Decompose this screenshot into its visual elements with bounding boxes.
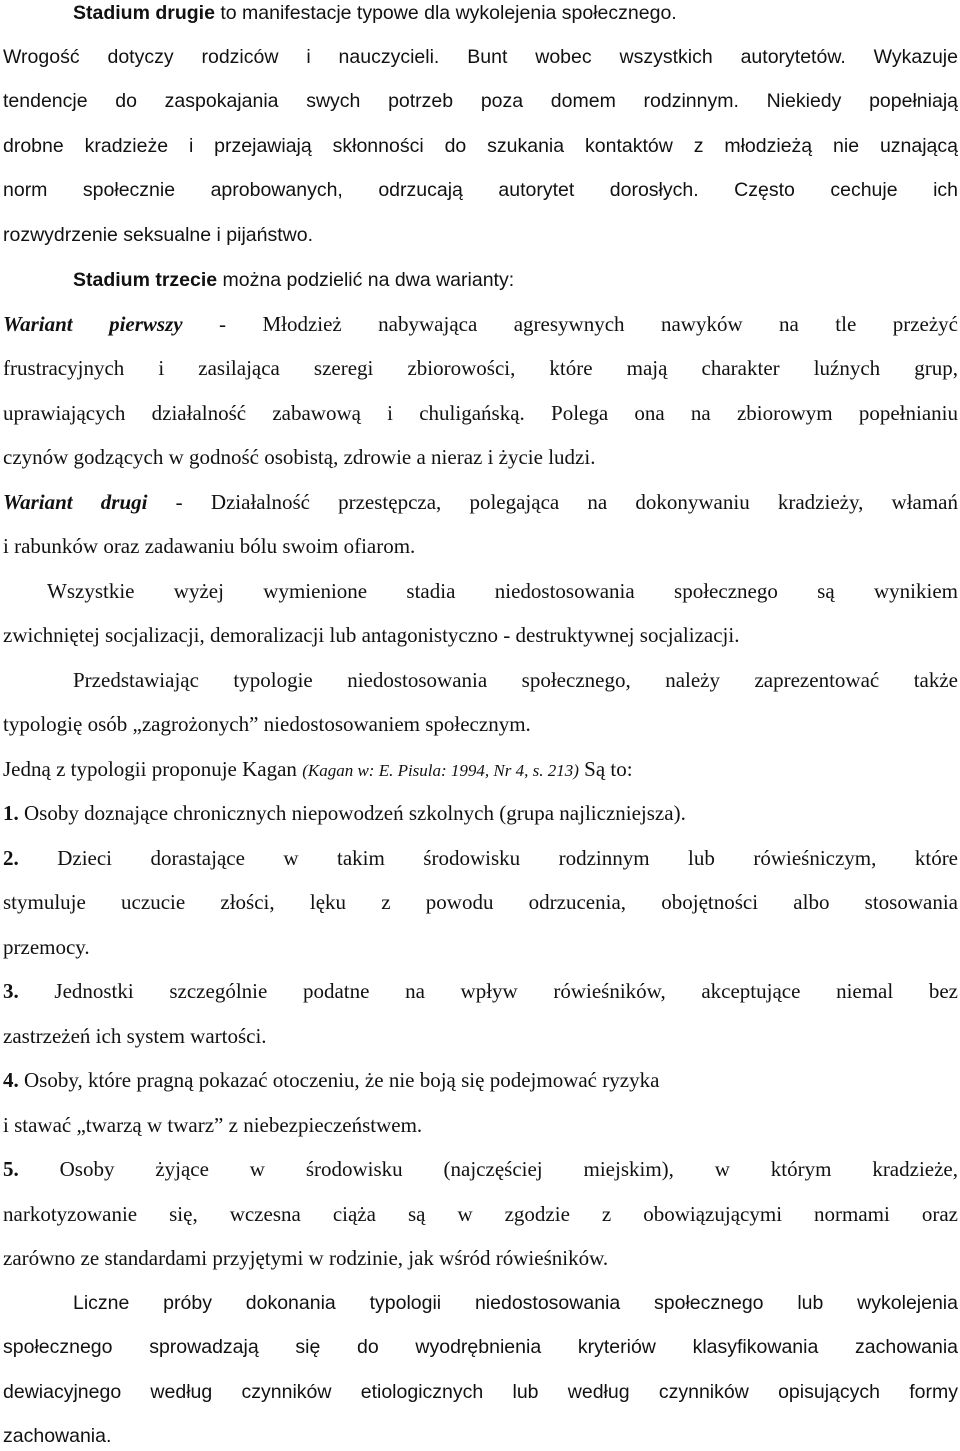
closing-line-2: społecznego sprowadzają się do wyodrębnienia kryteriów klasyfikowania zachowania [3,1336,958,1358]
summary-line-1: Wszystkie wyżej wymienione stadia niedostosowania społecznego są wynikiem [47,579,958,603]
variant1-line-4: czynów godzących w godność osobistą, zdrowie a nieraz i życie ludzi. [3,445,596,469]
typology-intro-line-3: Jedną z typologii proponuje Kagan (Kagan w: E. Pisula: 1994, Nr 4, s. 213) Są to: [3,757,633,781]
stage2-line-2: Wrogość dotyczy rodziców i nauczycieli. Bunt wobec wszystkich autorytetów. Wykazuje [3,46,958,68]
list-item-5-line-1: 5. Osoby żyjące w środowisku (najczęściej miejskim), w którym kradzieże, [3,1157,958,1181]
closing-line-3: dewiacyjnego według czynników etiologicznych lub według czynników opisujących formy [3,1381,958,1403]
list-item-1-line-1: 1. Osoby doznające chronicznych niepowodzeń szkolnych (grupa najliczniejsza). [3,801,686,825]
list-item-2-line-2: stymuluje uczucie złości, lęku z powodu odrzucenia, obojętności albo stosowania [3,890,958,914]
variant1-line-1: Wariant pierwszy - Młodzież nabywająca agresywnych nawyków na tle przeżyć [3,312,958,336]
variant1-line-2: frustracyjnych i zasilająca szeregi zbiorowości, które mają charakter luźnych grup, [3,356,958,380]
typology-intro-line-2: typologię osób „zagrożonych” niedostosowaniem społecznym. [3,712,531,736]
stage2-line-6: rozwydrzenie seksualne i pijaństwo. [3,224,313,246]
closing-line-1: Liczne próby dokonania typologii niedostosowania społecznego lub wykolejenia [73,1292,958,1314]
stage3-heading: Stadium trzecie [73,269,218,291]
list-number: 2. [3,846,19,870]
list-item-5-line-3: zarówno ze standardami przyjętymi w rodzinie, jak wśród rówieśników. [3,1246,609,1270]
list-item-4-line-2: i stawać „twarzą w twarz” z niebezpieczeństwem. [3,1113,423,1137]
stage2-heading: Stadium drugie [73,2,215,24]
list-item-2-line-1: 2. Dzieci dorastające w takim środowisku rodzinnym lub rówieśniczym, które [3,846,959,870]
variant2-line-1: Wariant drugi - Działalność przestępcza, polegająca na dokonywaniu kradzieży, włamań [3,490,958,514]
variant1-line-3: uprawiających działalność zabawową i chuligańską. Polega ona na zbiorowym popełnianiu [3,401,958,425]
variant2-line-2: i rabunków oraz zadawaniu bólu swoim ofiarom. [3,534,416,558]
list-item-5-line-2: narkotyzowanie się, wczesna ciąża są w zgodzie z obowiązującymi normami oraz [3,1202,958,1226]
citation: (Kagan w: E. Pisula: 1994, Nr 4, s. 213) [302,761,579,780]
stage2-line-3: tendencje do zaspokajania swych potrzeb poza domem rodzinnym. Niekiedy popełniają [3,90,958,112]
stage2-line-1: Stadium drugie to manifestacje typowe dla wykolejenia społecznego. [73,2,677,24]
typology-intro-line-1: Przedstawiając typologie niedostosowania społecznego, należy zaprezentować także [73,668,958,692]
list-item-3-line-2: zastrzeżeń ich system wartości. [3,1024,267,1048]
stage3-line-1: Stadium trzecie można podzielić na dwa warianty: [73,269,515,291]
stage2-line-5: norm społecznie aprobowanych, odrzucają autorytet dorosłych. Często cechuje ich [3,179,958,201]
list-number: 3. [3,979,19,1003]
closing-line-4: zachowania. [3,1425,112,1447]
list-number: 4. [3,1068,19,1092]
list-item-2-line-3: przemocy. [3,935,90,959]
list-item-3-line-1: 3. Jednostki szczególnie podatne na wpływ rówieśników, akceptujące niemal bez [3,979,958,1003]
list-number: 5. [3,1157,19,1181]
list-number: 1. [3,801,19,825]
stage2-line-4: drobne kradzieże i przejawiają skłonności do szukania kontaktów z młodzieżą nie uznającą [3,135,958,157]
variant2-label: Wariant drugi [3,490,148,514]
variant1-label: Wariant pierwszy [3,312,183,336]
list-item-4-line-1: 4. Osoby, które pragną pokazać otoczeniu, że nie boją się podejmować ryzyka [3,1068,660,1092]
summary-line-2: zwichniętej socjalizacji, demoralizacji lub antagonistyczno - destruktywnej socjalizacji. [3,623,740,647]
